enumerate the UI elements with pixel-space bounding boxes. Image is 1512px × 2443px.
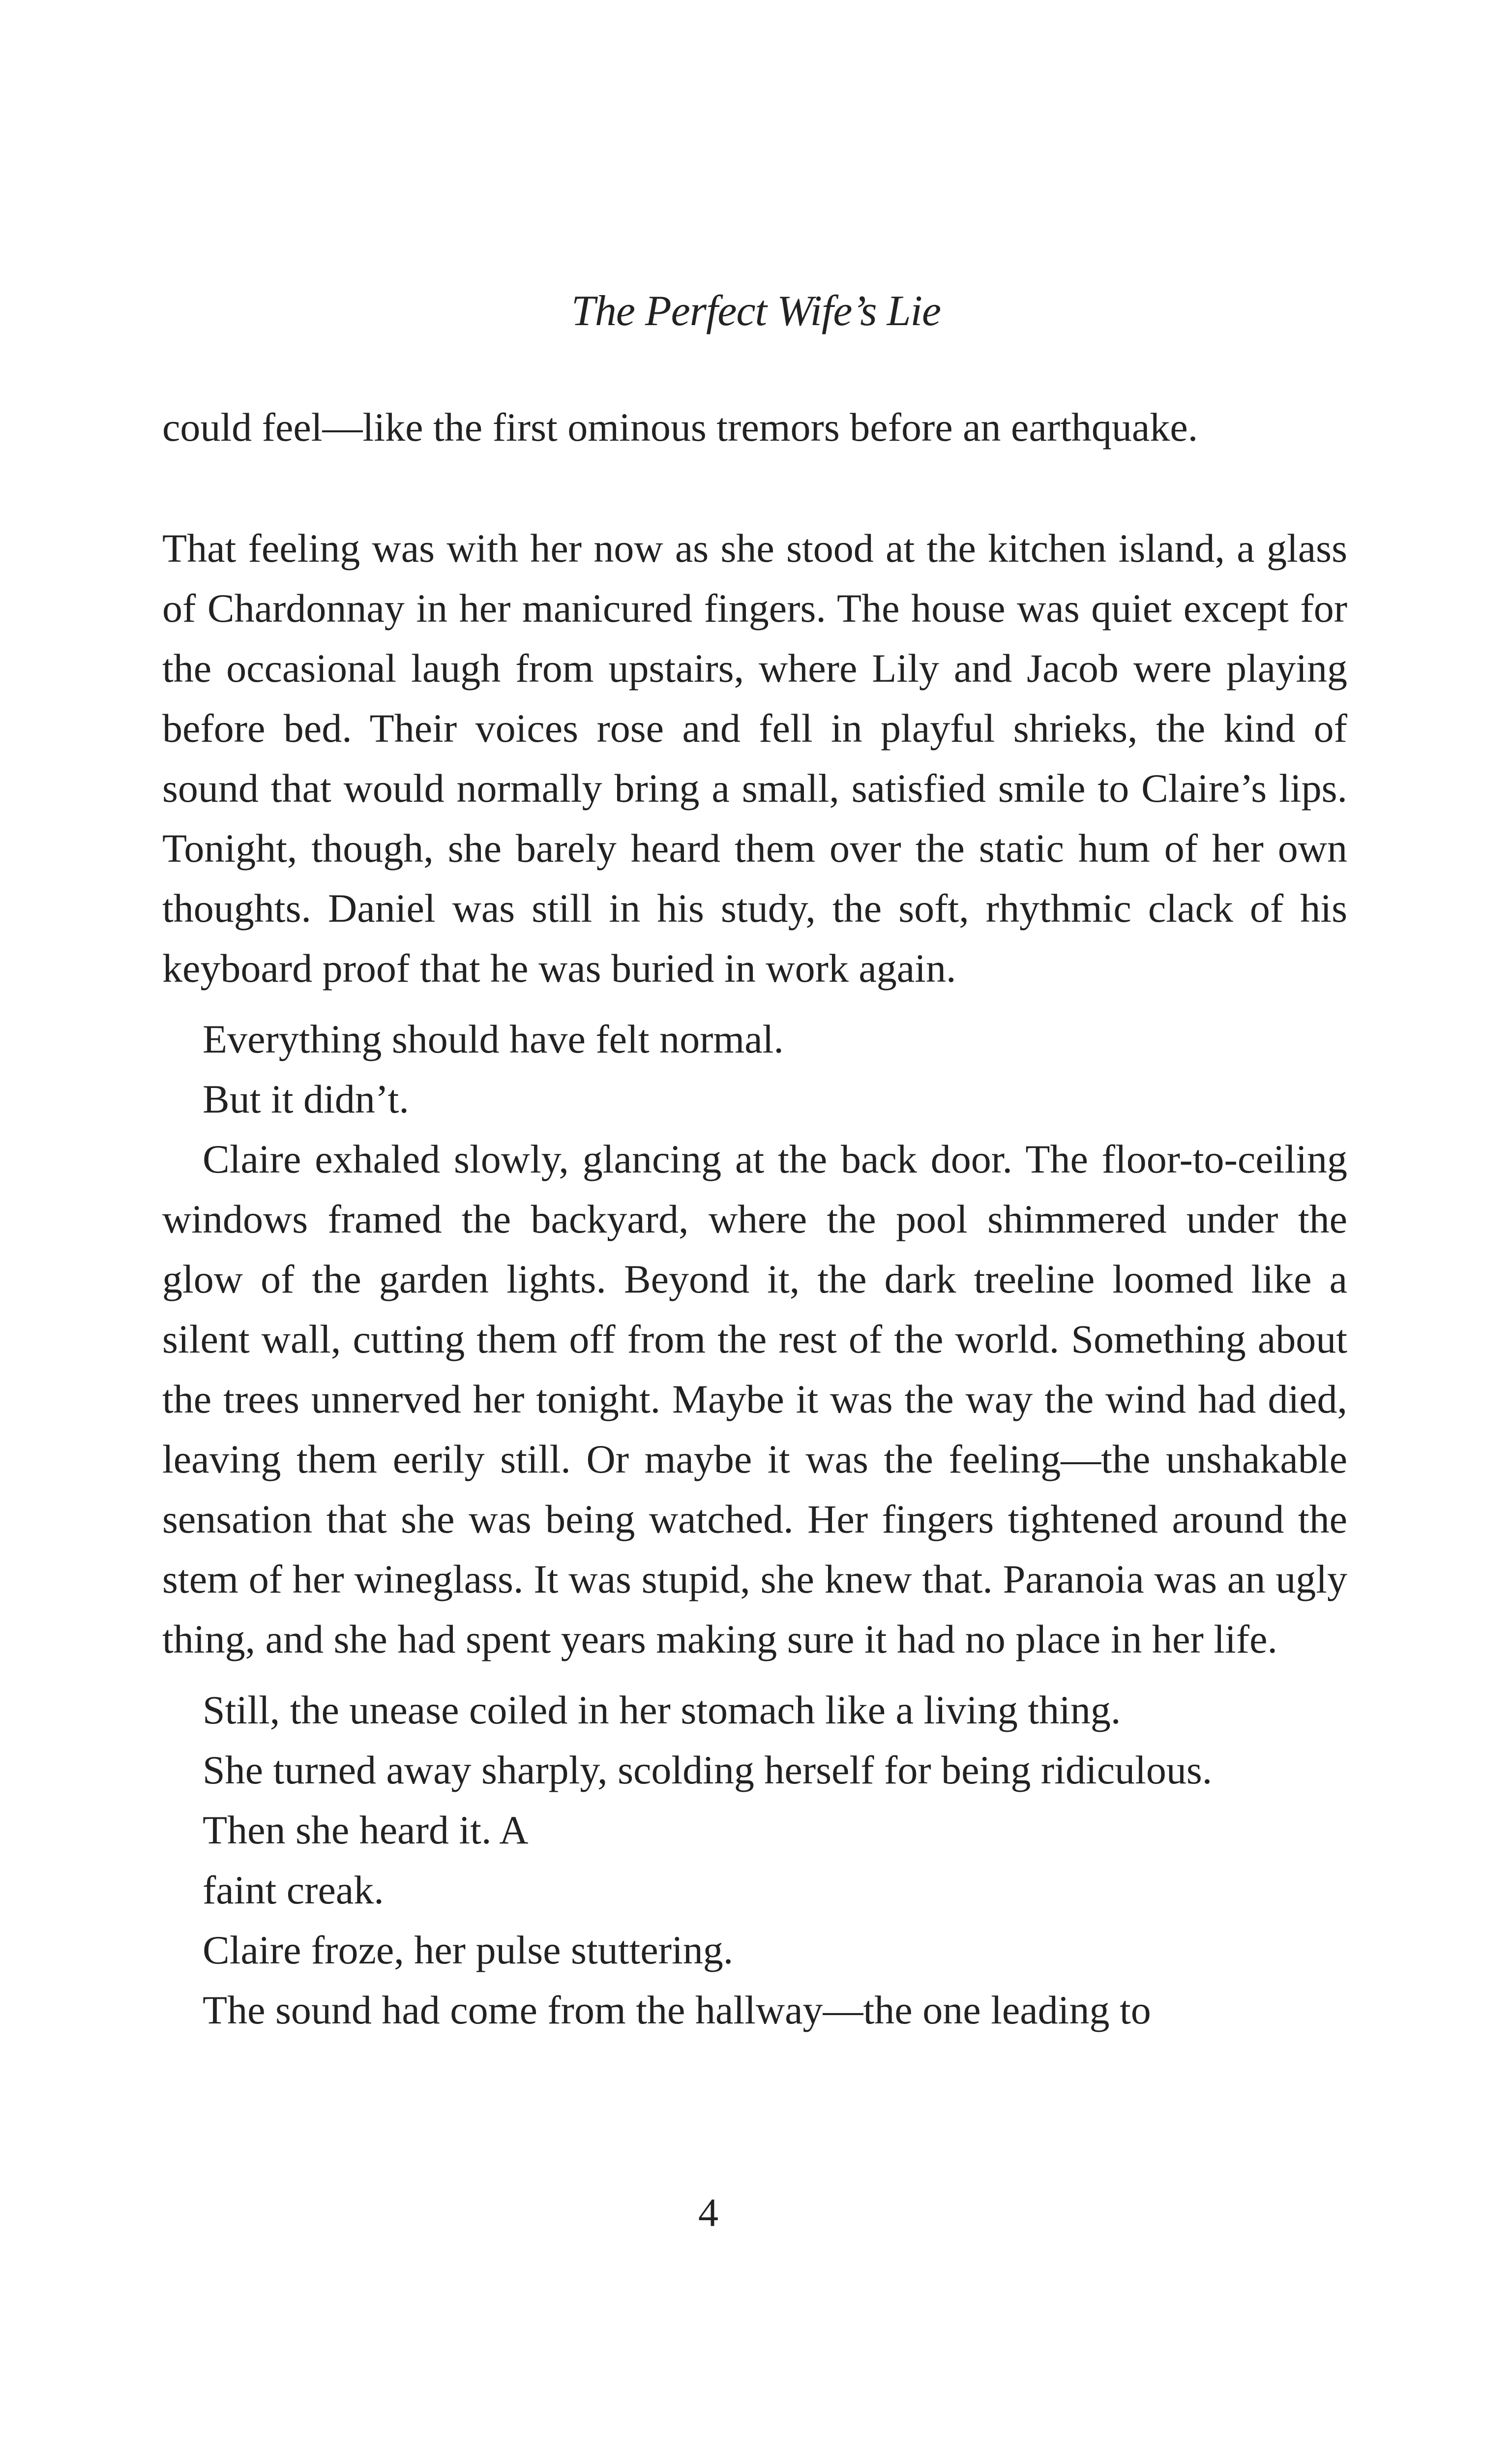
paragraph-unease: Still, the unease coiled in her stomach like a living thing. xyxy=(203,1688,1121,1732)
paragraph-should-feel-normal: Everything should have felt normal. xyxy=(203,1017,784,1061)
paragraph-faint-creak: faint creak. xyxy=(203,1868,384,1912)
paragraph-but-it-didnt: But it didn’t. xyxy=(203,1077,409,1121)
body-text xyxy=(162,397,1347,2040)
paragraph-back-door: Claire exhaled slowly, glancing at the back door. The floor-to-ceiling windows framed the backyard, where the pool shimmered under the glow of the garden lights. Beyond it, the dark treeline loomed like a silent wall, cutting them off from the rest of the world. Something about the trees unnerved her tonight. Maybe it was the way the wind had died, leaving them eerily still. Or maybe it was the feeling—the unshakable sensation that she was being watched. Her fingers tightened around the stem of her wineglass. It was stupid, she knew that. Paranoia was an ugly thing, and she had spent years making sure it had no place in her life. xyxy=(162,1137,1347,1661)
paragraph-froze: Claire froze, her pulse stuttering. xyxy=(203,1928,734,1972)
paragraph-heard-it: Then she heard it. A xyxy=(203,1808,529,1852)
running-head: The Perfect Wife’s Lie xyxy=(571,287,941,335)
paragraph-continued: could feel—like the first ominous tremors before an earthquake. xyxy=(162,405,1198,450)
page-number: 4 xyxy=(698,2190,718,2235)
paragraph-hallway: The sound had come from the hallway—the one leading to xyxy=(203,1988,1151,2032)
paragraph-kitchen-island: That feeling was with her now as she stood at the kitchen island, a glass of Chardonnay in her manicured fingers. The house was quiet except for the occasional laugh from upstairs, where Lily and Jacob were playing before bed. Their voices rose and fell in playful shrieks, the kind of sound that would normally bring a small, satisfied smile to Claire’s lips. Tonight, though, she barely heard them over the static hum of her own thoughts. Daniel was still in his study, the soft, rhythmic clack of his keyboard proof that he was buried in work again. xyxy=(162,526,1347,991)
paragraph-turned-away: She turned away sharply, scolding herself for being ridiculous. xyxy=(203,1748,1213,1792)
